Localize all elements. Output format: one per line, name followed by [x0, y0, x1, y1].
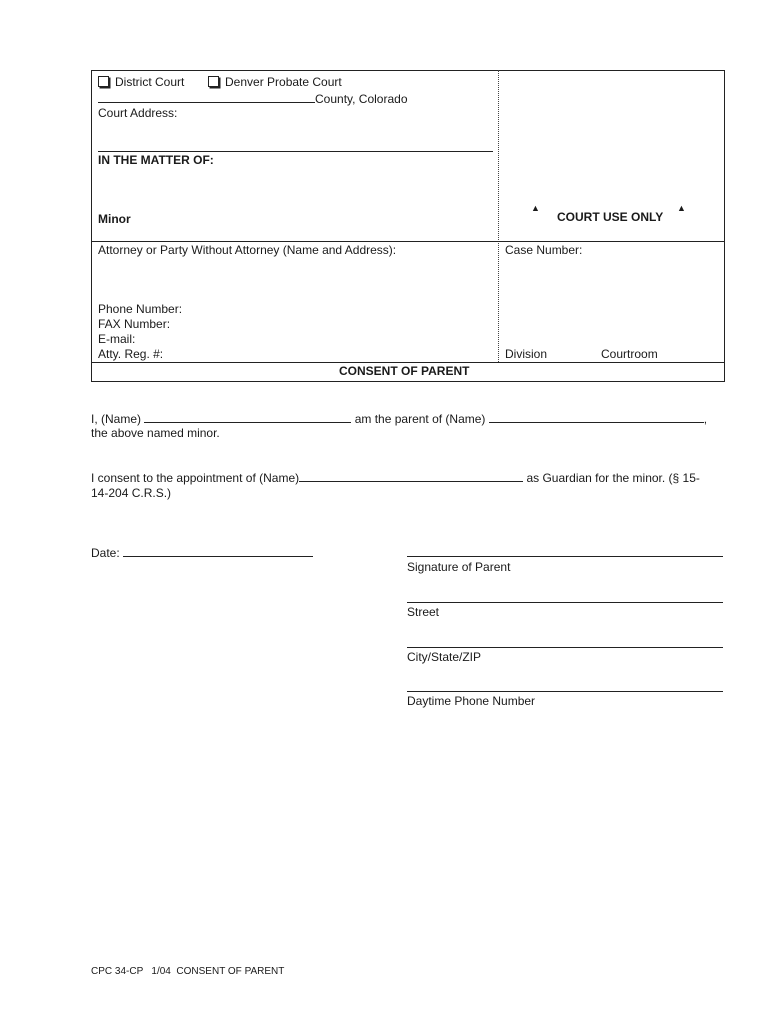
date-label: Date:	[91, 546, 120, 560]
form-footer: CPC 34-CP 1/04 CONSENT OF PARENT	[91, 966, 285, 977]
minor-name-blank[interactable]	[489, 411, 704, 423]
street-label: Street	[407, 605, 440, 619]
caption-box-top	[91, 70, 724, 71]
guardian-name-blank[interactable]	[299, 470, 523, 482]
date-line	[91, 545, 313, 560]
up-arrow-icon: ▲	[531, 203, 540, 213]
title-row-divider	[91, 362, 724, 363]
district-court-checkbox[interactable]	[98, 76, 109, 87]
date-blank[interactable]	[123, 545, 313, 557]
as-guardian-label: as Guardian for the minor. (§ 15-	[526, 471, 700, 485]
signature-of-parent-label: Signature of Parent	[407, 560, 511, 574]
caption-row-divider	[91, 241, 724, 242]
form-title: CONSENT OF PARENT	[339, 364, 470, 378]
court-use-only: COURT USE ONLY	[557, 210, 664, 224]
phone-number-label: Phone Number:	[98, 302, 183, 316]
city-state-zip-label: City/State/ZIP	[407, 650, 482, 664]
denver-probate-label: Denver Probate Court	[225, 75, 342, 89]
county-line	[98, 91, 408, 106]
i-name-label: I, (Name)	[91, 412, 142, 426]
above-named-minor: the above named minor.	[91, 426, 220, 440]
daytime-phone-rule[interactable]	[407, 691, 723, 692]
consent-line	[91, 470, 700, 485]
daytime-phone-label: Daytime Phone Number	[407, 694, 536, 708]
email-label: E-mail:	[98, 332, 136, 346]
county-blank[interactable]	[98, 91, 315, 103]
street-rule[interactable]	[407, 602, 723, 603]
signature-rule[interactable]	[407, 556, 723, 557]
caption-box-bottom	[91, 381, 725, 382]
in-the-matter-of: IN THE MATTER OF:	[98, 153, 214, 167]
court-address-rule	[98, 151, 493, 152]
caption-box-left	[91, 70, 92, 381]
fax-number-label: FAX Number:	[98, 317, 171, 331]
comma: ,	[703, 412, 708, 426]
statute-citation: 14-204 C.R.S.)	[91, 486, 172, 500]
atty-reg-label: Atty. Reg. #:	[98, 347, 164, 361]
denver-probate-option[interactable]	[208, 75, 342, 89]
county-label: County, Colorado	[315, 92, 408, 106]
division-label: Division	[505, 347, 548, 361]
consent-label: I consent to the appointment of (Name)	[91, 471, 300, 485]
court-address-label: Court Address:	[98, 106, 178, 120]
caption-box-right	[724, 70, 725, 381]
district-court-option[interactable]	[98, 75, 184, 89]
up-arrow-icon: ▲	[677, 203, 686, 213]
courtroom-label: Courtroom	[601, 347, 658, 361]
caption-column-divider	[498, 70, 499, 362]
attorney-label: Attorney or Party Without Attorney (Name and Address):	[98, 243, 397, 257]
city-state-zip-rule[interactable]	[407, 647, 723, 648]
parent-name-line	[91, 411, 707, 426]
case-number-label: Case Number:	[505, 243, 583, 257]
denver-probate-checkbox[interactable]	[208, 76, 219, 87]
minor-label: Minor	[98, 212, 131, 226]
parent-name-blank[interactable]	[144, 411, 351, 423]
district-court-label: District Court	[115, 75, 185, 89]
am-parent-label: am the parent of (Name)	[354, 412, 486, 426]
